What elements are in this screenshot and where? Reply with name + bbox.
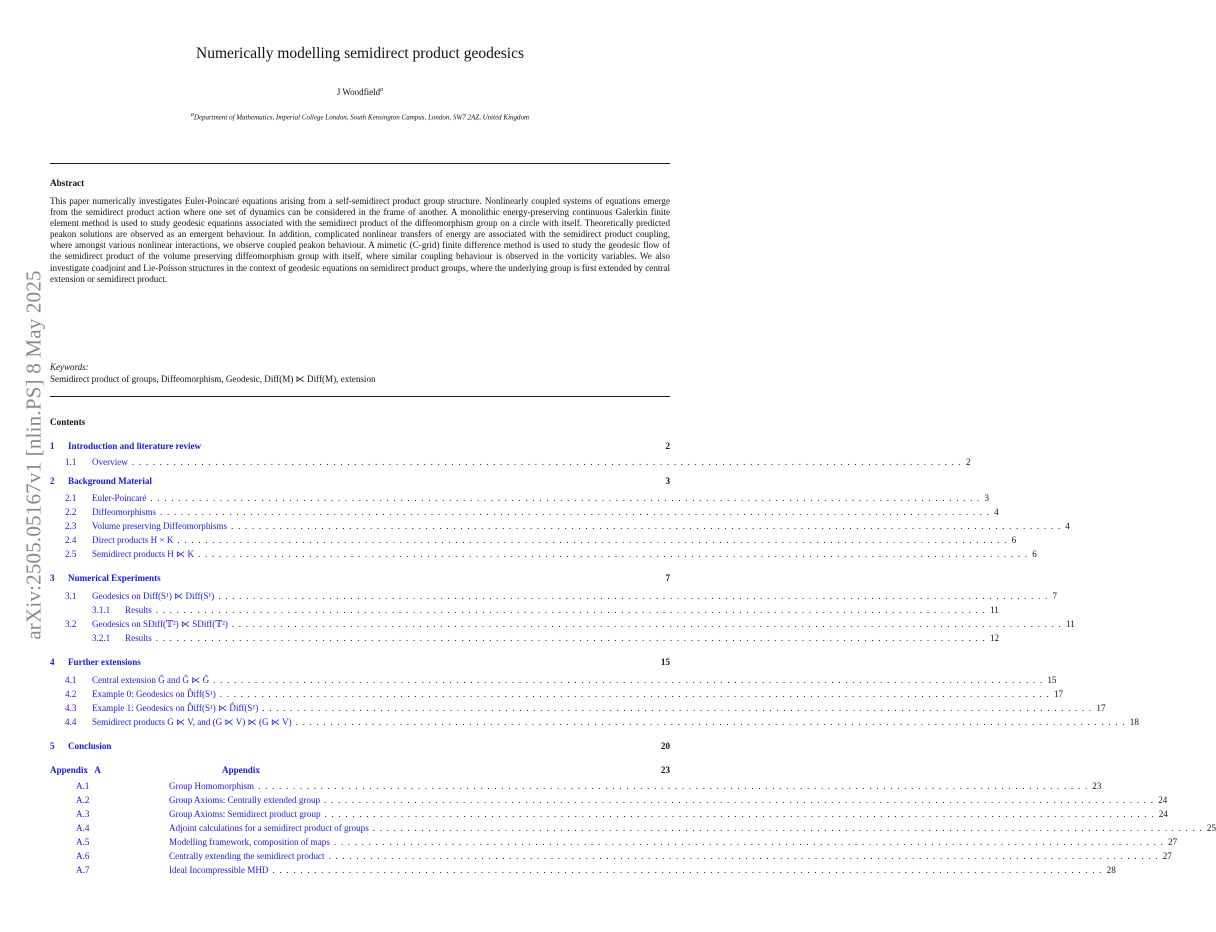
toc-entry-page: 28 — [1106, 865, 1116, 875]
toc-entry[interactable] — [50, 632, 1000, 644]
toc-entry-title[interactable]: Results — [125, 605, 152, 615]
affiliation — [0, 112, 720, 121]
toc-entry[interactable] — [50, 740, 670, 752]
toc-entry-number: 4 — [50, 657, 55, 667]
toc-entry[interactable] — [50, 794, 1168, 806]
toc-entry-number: Appendix A — [50, 765, 101, 775]
toc-entry-title[interactable]: Example 0: Geodesics on D̂iff(S¹) — [92, 689, 216, 699]
toc-entry-page: 3 — [984, 493, 990, 503]
toc-entry-title[interactable]: Introduction and literature review — [68, 441, 202, 451]
toc-entry[interactable] — [50, 780, 1102, 792]
toc-entry-title[interactable]: Direct products H × K — [92, 535, 174, 545]
abstract-text: This paper numerically investigates Euler-Poincaré equations arising from a self-semidirect product group structure. Nonlinearly coupled systems of equations emerge from the semidirect product action where one set of dynamics can be considered in the frame of another. A monolithic energy-preserving continuous Galerkin finite element method is used to study geodesic equations associated with the semidirect product of the diffeomorphism group on a circle with itself. Theoretically predicted peakon solutions are observed as an emergent behaviour. In addition, complicated nonlinear transfers of energy are associated with the semidirect product coupling, where amongst various nonlinear interactions, we observe coupled peakon behaviour. A mimetic (C-grid) finite difference method is used to study the geodesic flow of the semidirect product of the volume preserving diffeomorphism group with itself, where similar coupling behaviour is observed in the vorticity variables. We also investigate coadjoint and Lie-Poisson structures in the context of geodesic equations on semidirect product groups, where the underlying group is first extended by central extension or semidirect product. — [50, 196, 670, 284]
toc-entry-page: 23 — [1092, 781, 1102, 791]
toc-entry-title[interactable]: Group Axioms: Semidirect product group — [169, 809, 321, 819]
toc-leader-dots: . . . . . . . . . . . . . . . . . . . . . . . . . . . . . . . . . . . . . . . . . . . . . . . . . . . . . . . . . . . . . . . . . . . . . . . . . . . . . . . . . . . . . . . . . . . . . . . . . . . . . . . . . . . . . . . . . . . . . . . . — [218, 591, 1049, 601]
toc-entry-page: 23 — [660, 765, 670, 775]
toc-leader-dots: . . . . . . . . . . . . . . . . . . . . . . . . . . . . . . . . . . . . . . . . . . . . . . . . . . . . . . . . . . . . . . . . . . . . . . . . . . . . . . . . . . . . . . . . . . . . . . . . . . . . . . . . . . . . . . . . . . . . . . . . — [198, 549, 1029, 559]
toc-entry-number: A.3 — [76, 809, 90, 819]
toc-entry[interactable] — [50, 590, 1058, 602]
toc-entry-title[interactable]: Centrally extending the semidirect product — [169, 851, 325, 861]
toc-entry-page: 7 — [665, 573, 670, 583]
keywords-text: Semidirect product of groups, Diffeomorphism, Geodesic, Diff(M) ⋉ Diff(M), extension — [50, 374, 376, 384]
toc-entry-title[interactable]: Example 1: Geodesics on D̂iff(S¹) ⋉ D̂iff(S¹) — [92, 703, 259, 713]
toc-entry[interactable] — [50, 572, 670, 584]
toc-entry-number: 2.2 — [65, 507, 77, 517]
toc-entry-number: 1.1 — [65, 457, 77, 467]
toc-entry-page: 24 — [1158, 809, 1168, 819]
toc-entry-page: 6 — [1032, 549, 1037, 559]
toc-entry-number: A.5 — [76, 837, 90, 847]
toc-entry-page: 18 — [1129, 717, 1139, 727]
toc-entry-title[interactable]: Appendix — [222, 765, 260, 775]
toc-entry-number: 4.3 — [65, 703, 77, 713]
toc-entry-page: 12 — [989, 633, 1000, 643]
toc-entry[interactable] — [50, 822, 1216, 834]
toc-entry-number: 3 — [50, 573, 55, 583]
toc-entry[interactable] — [50, 688, 1064, 700]
toc-entry-number: A.1 — [76, 781, 90, 791]
toc-entry-number: 2 — [50, 476, 55, 486]
toc-leader-dots: . . . . . . . . . . . . . . . . . . . . . . . . . . . . . . . . . . . . . . . . . . . . . . . . . . . . . . . . . . . . . . . . . . . . . . . . . . . . . . . . . . . . . . . . . . . . . . . . . . . . . . . . . . . . . . . . . . . . . . . . — [177, 535, 1008, 545]
toc-leader-dots: . . . . . . . . . . . . . . . . . . . . . . . . . . . . . . . . . . . . . . . . . . . . . . . . . . . . . . . . . . . . . . . . . . . . . . . . . . . . . . . . . . . . . . . . . . . . . . . . . . . . . . . . . . . . . . . . . . . . . . . . — [324, 809, 1155, 819]
toc-entry-page: 17 — [1096, 703, 1106, 713]
toc-entry-title[interactable]: Adjoint calculations for a semidirect product of groups — [169, 823, 369, 833]
author-line — [0, 87, 720, 97]
toc-leader-dots: . . . . . . . . . . . . . . . . . . . . . . . . . . . . . . . . . . . . . . . . . . . . . . . . . . . . . . . . . . . . . . . . . . . . . . . . . . . . . . . . . . . . . . . . . . . . . . . . . . . . . . . . . . . . . . . . . . . . . . . . — [219, 689, 1050, 699]
toc-entry[interactable] — [50, 716, 1139, 728]
toc-entry[interactable] — [50, 864, 1116, 876]
toc-entry-title[interactable]: Geodesics on SDiff(𝕋²) ⋉ SDiff(𝕋²) — [92, 619, 228, 629]
toc-entry-number: 3.2 — [65, 619, 77, 629]
toc-leader-dots: . . . . . . . . . . . . . . . . . . . . . . . . . . . . . . . . . . . . . . . . . . . . . . . . . . . . . . . . . . . . . . . . . . . . . . . . . . . . . . . . . . . . . . . . . . . . . . . . . . . . . . . . . . . . . . . . . . . . . . . . — [155, 605, 986, 615]
toc-entry[interactable] — [50, 674, 1057, 686]
paper-title: Numerically modelling semidirect product geodesics — [196, 45, 524, 62]
toc-entry-title[interactable]: Semidirect products H ⋉ K — [92, 549, 195, 559]
toc-entry-number: 1 — [50, 441, 55, 451]
toc-entry[interactable] — [50, 656, 670, 668]
toc-entry-number: 2.1 — [65, 493, 77, 503]
toc-entry[interactable] — [50, 808, 1168, 820]
toc-entry-number: 2.3 — [65, 521, 77, 531]
toc-entry[interactable] — [50, 604, 999, 616]
toc-leader-dots: . . . . . . . . . . . . . . . . . . . . . . . . . . . . . . . . . . . . . . . . . . . . . . . . . . . . . . . . . . . . . . . . . . . . . . . . . . . . . . . . . . . . . . . . . . . . . . . . . . . . . . . . . . . . . . . . . . . . . . . . — [213, 675, 1044, 685]
author-affil-mark: a — [380, 87, 384, 93]
toc-entry-title[interactable]: Central extension Ĝ and Ĝ ⋉ Ĝ — [92, 675, 210, 685]
toc-entry-page: 24 — [1158, 795, 1168, 805]
toc-leader-dots: . . . . . . . . . . . . . . . . . . . . . . . . . . . . . . . . . . . . . . . . . . . . . . . . . . . . . . . . . . . . . . . . . . . . . . . . . . . . . . . . . . . . . . . . . . . . . . . . . . . . . . . . . . . . . . . . . . . . . . . . — [262, 703, 1093, 713]
toc-leader-dots: . . . . . . . . . . . . . . . . . . . . . . . . . . . . . . . . . . . . . . . . . . . . . . . . . . . . . . . . . . . . . . . . . . . . . . . . . . . . . . . . . . . . . . . . . . . . . . . . . . . . . . . . . . . . . . . . . . . . . . . . — [258, 781, 1089, 791]
arxiv-side-stamp — [14, 240, 54, 670]
toc-entry[interactable] — [50, 618, 1075, 630]
toc-entry-number: A.2 — [76, 795, 90, 805]
toc-entry-page: 27 — [1168, 837, 1178, 847]
toc-entry-title[interactable]: Volume preserving Diffeomorphisms — [92, 521, 228, 531]
toc-entry-title[interactable]: Background Material — [68, 476, 152, 486]
toc-leader-dots: . . . . . . . . . . . . . . . . . . . . . . . . . . . . . . . . . . . . . . . . . . . . . . . . . . . . . . . . . . . . . . . . . . . . . . . . . . . . . . . . . . . . . . . . . . . . . . . . . . . . . . . . . . . . . . . . . . . . . . . . — [272, 865, 1103, 875]
toc-leader-dots: . . . . . . . . . . . . . . . . . . . . . . . . . . . . . . . . . . . . . . . . . . . . . . . . . . . . . . . . . . . . . . . . . . . . . . . . . . . . . . . . . . . . . . . . . . . . . . . . . . . . . . . . . . . . . . . . . . . . . . . . — [150, 493, 981, 503]
contents-heading: Contents — [50, 417, 86, 427]
toc-entry-page: 20 — [660, 741, 670, 751]
toc-entry-page: 25 — [1206, 823, 1216, 833]
toc-entry-number: 3.2.1 — [92, 633, 111, 643]
toc-entry-number: 2.5 — [65, 549, 77, 559]
toc-entry-number: 5 — [50, 741, 55, 751]
toc-entry-title[interactable]: Modelling framework, composition of maps — [169, 837, 330, 847]
toc-entry-page: 2 — [966, 457, 971, 467]
toc-entry-page: 15 — [660, 657, 670, 667]
toc-entry-title[interactable]: Diffeomorphisms — [92, 507, 156, 517]
affiliation-text: Department of Mathematics, Imperial College London, South Kensington Campus, London, SW7 2AZ, United Kingdom — [193, 113, 530, 122]
toc-entry[interactable] — [50, 702, 1106, 714]
toc-entry-page: 11 — [1066, 619, 1075, 629]
toc-entry-title[interactable]: Results — [125, 633, 152, 643]
toc-entry[interactable] — [50, 506, 999, 518]
keywords-heading: Keywords: — [50, 362, 89, 372]
toc-entry-page: 3 — [665, 476, 670, 486]
toc-leader-dots: . . . . . . . . . . . . . . . . . . . . . . . . . . . . . . . . . . . . . . . . . . . . . . . . . . . . . . . . . . . . . . . . . . . . . . . . . . . . . . . . . . . . . . . . . . . . . . . . . . . . . . . . . . . . . . . . . . . . . . . . — [372, 823, 1203, 833]
toc-leader-dots: . . . . . . . . . . . . . . . . . . . . . . . . . . . . . . . . . . . . . . . . . . . . . . . . . . . . . . . . . . . . . . . . . . . . . . . . . . . . . . . . . . . . . . . . . . . . . . . . . . . . . . . . . . . . . . . . . . . . . . . . — [231, 619, 1062, 629]
toc-entry[interactable] — [50, 850, 1172, 862]
toc-leader-dots: . . . . . . . . . . . . . . . . . . . . . . . . . . . . . . . . . . . . . . . . . . . . . . . . . . . . . . . . . . . . . . . . . . . . . . . . . . . . . . . . . . . . . . . . . . . . . . . . . . . . . . . . . . . . . . . . . . . . . . . . — [231, 521, 1062, 531]
toc-entry-number: 4.1 — [65, 675, 77, 685]
toc-entry-title[interactable]: Geodesics on Diff(S¹) ⋉ Diff(S¹) — [92, 591, 215, 601]
toc-entry[interactable] — [50, 520, 1070, 532]
toc-entry[interactable] — [50, 534, 1017, 546]
toc-entry[interactable] — [50, 456, 971, 468]
author-name: J Woodfield — [336, 87, 381, 97]
toc-entry-page: 4 — [994, 507, 999, 517]
toc-entry[interactable] — [50, 492, 990, 504]
toc-entry-title[interactable]: Conclusion — [68, 741, 112, 751]
toc-entry-number: 2.4 — [65, 535, 77, 545]
toc-entry-title[interactable]: Semidirect products G ⋉ V, and (G ⋉ V) ⋉ (G ⋉ V) — [92, 717, 292, 727]
toc-entry-number: 3.1.1 — [92, 605, 111, 615]
toc-entry[interactable] — [50, 836, 1178, 848]
toc-entry-number: 3.1 — [65, 591, 77, 601]
toc-entry-page: 11 — [989, 605, 999, 615]
toc-leader-dots: . . . . . . . . . . . . . . . . . . . . . . . . . . . . . . . . . . . . . . . . . . . . . . . . . . . . . . . . . . . . . . . . . . . . . . . . . . . . . . . . . . . . . . . . . . . . . . . . . . . . . . . . . . . . . . . . . . . . . . . . — [328, 851, 1159, 861]
toc-entry-title[interactable]: Group Homomorphism — [169, 781, 255, 791]
toc-entry-title[interactable]: Overview — [92, 457, 128, 467]
arxiv-identifier[interactable]: arXiv:2505.05167v1 [nlin.PS] 8 May 2025 — [21, 270, 46, 640]
toc-entry-title[interactable]: Group Axioms: Centrally extended group — [169, 795, 321, 805]
toc-entry[interactable] — [50, 475, 670, 487]
toc-entry-title[interactable]: Euler-Poincaré — [92, 493, 147, 503]
toc-entry-title[interactable]: Numerical Experiments — [68, 573, 161, 583]
toc-entry-title[interactable]: Ideal Incompressible MHD — [169, 865, 269, 875]
toc-leader-dots: . . . . . . . . . . . . . . . . . . . . . . . . . . . . . . . . . . . . . . . . . . . . . . . . . . . . . . . . . . . . . . . . . . . . . . . . . . . . . . . . . . . . . . . . . . . . . . . . . . . . . . . . . . . . . . . . . . . . . . . . — [324, 795, 1155, 805]
toc-leader-dots: . . . . . . . . . . . . . . . . . . . . . . . . . . . . . . . . . . . . . . . . . . . . . . . . . . . . . . . . . . . . . . . . . . . . . . . . . . . . . . . . . . . . . . . . . . . . . . . . . . . . . . . . . . . . . . . . . . . . . . . . — [155, 633, 986, 643]
abstract-heading: Abstract — [50, 178, 85, 188]
toc-entry-page: 7 — [1052, 591, 1058, 601]
toc-entry-page: 6 — [1011, 535, 1017, 545]
toc-entry-page: 2 — [665, 441, 670, 451]
toc-entry-page: 4 — [1065, 521, 1070, 531]
toc-entry-number: 4.2 — [65, 689, 77, 699]
toc-entry[interactable] — [50, 440, 670, 452]
toc-leader-dots: . . . . . . . . . . . . . . . . . . . . . . . . . . . . . . . . . . . . . . . . . . . . . . . . . . . . . . . . . . . . . . . . . . . . . . . . . . . . . . . . . . . . . . . . . . . . . . . . . . . . . . . . . . . . . . . . . . . . . . . . — [160, 507, 991, 517]
toc-entry[interactable] — [50, 548, 1037, 560]
toc-leader-dots: . . . . . . . . . . . . . . . . . . . . . . . . . . . . . . . . . . . . . . . . . . . . . . . . . . . . . . . . . . . . . . . . . . . . . . . . . . . . . . . . . . . . . . . . . . . . . . . . . . . . . . . . . . . . . . . . . . . . . . . . — [295, 717, 1126, 727]
toc-entry-page: 27 — [1162, 851, 1172, 861]
toc-entry-number: 4.4 — [65, 717, 77, 727]
toc-entry-number: A.7 — [76, 865, 90, 875]
toc-entry-page: 15 — [1047, 675, 1057, 685]
toc-entry-number: A.4 — [76, 823, 90, 833]
divider-top — [50, 163, 670, 164]
toc-leader-dots: . . . . . . . . . . . . . . . . . . . . . . . . . . . . . . . . . . . . . . . . . . . . . . . . . . . . . . . . . . . . . . . . . . . . . . . . . . . . . . . . . . . . . . . . . . . . . . . . . . . . . . . . . . . . . . . . . . . . . . . . — [131, 457, 963, 467]
toc-entry[interactable] — [50, 764, 670, 776]
affiliation-mark: a — [190, 112, 194, 118]
toc-entry-number: A.6 — [76, 851, 90, 861]
toc-leader-dots: . . . . . . . . . . . . . . . . . . . . . . . . . . . . . . . . . . . . . . . . . . . . . . . . . . . . . . . . . . . . . . . . . . . . . . . . . . . . . . . . . . . . . . . . . . . . . . . . . . . . . . . . . . . . . . . . . . . . . . . . — [333, 837, 1165, 847]
toc-entry-page: 17 — [1053, 689, 1064, 699]
divider-bottom — [50, 396, 670, 397]
toc-entry-title[interactable]: Further extensions — [68, 657, 141, 667]
